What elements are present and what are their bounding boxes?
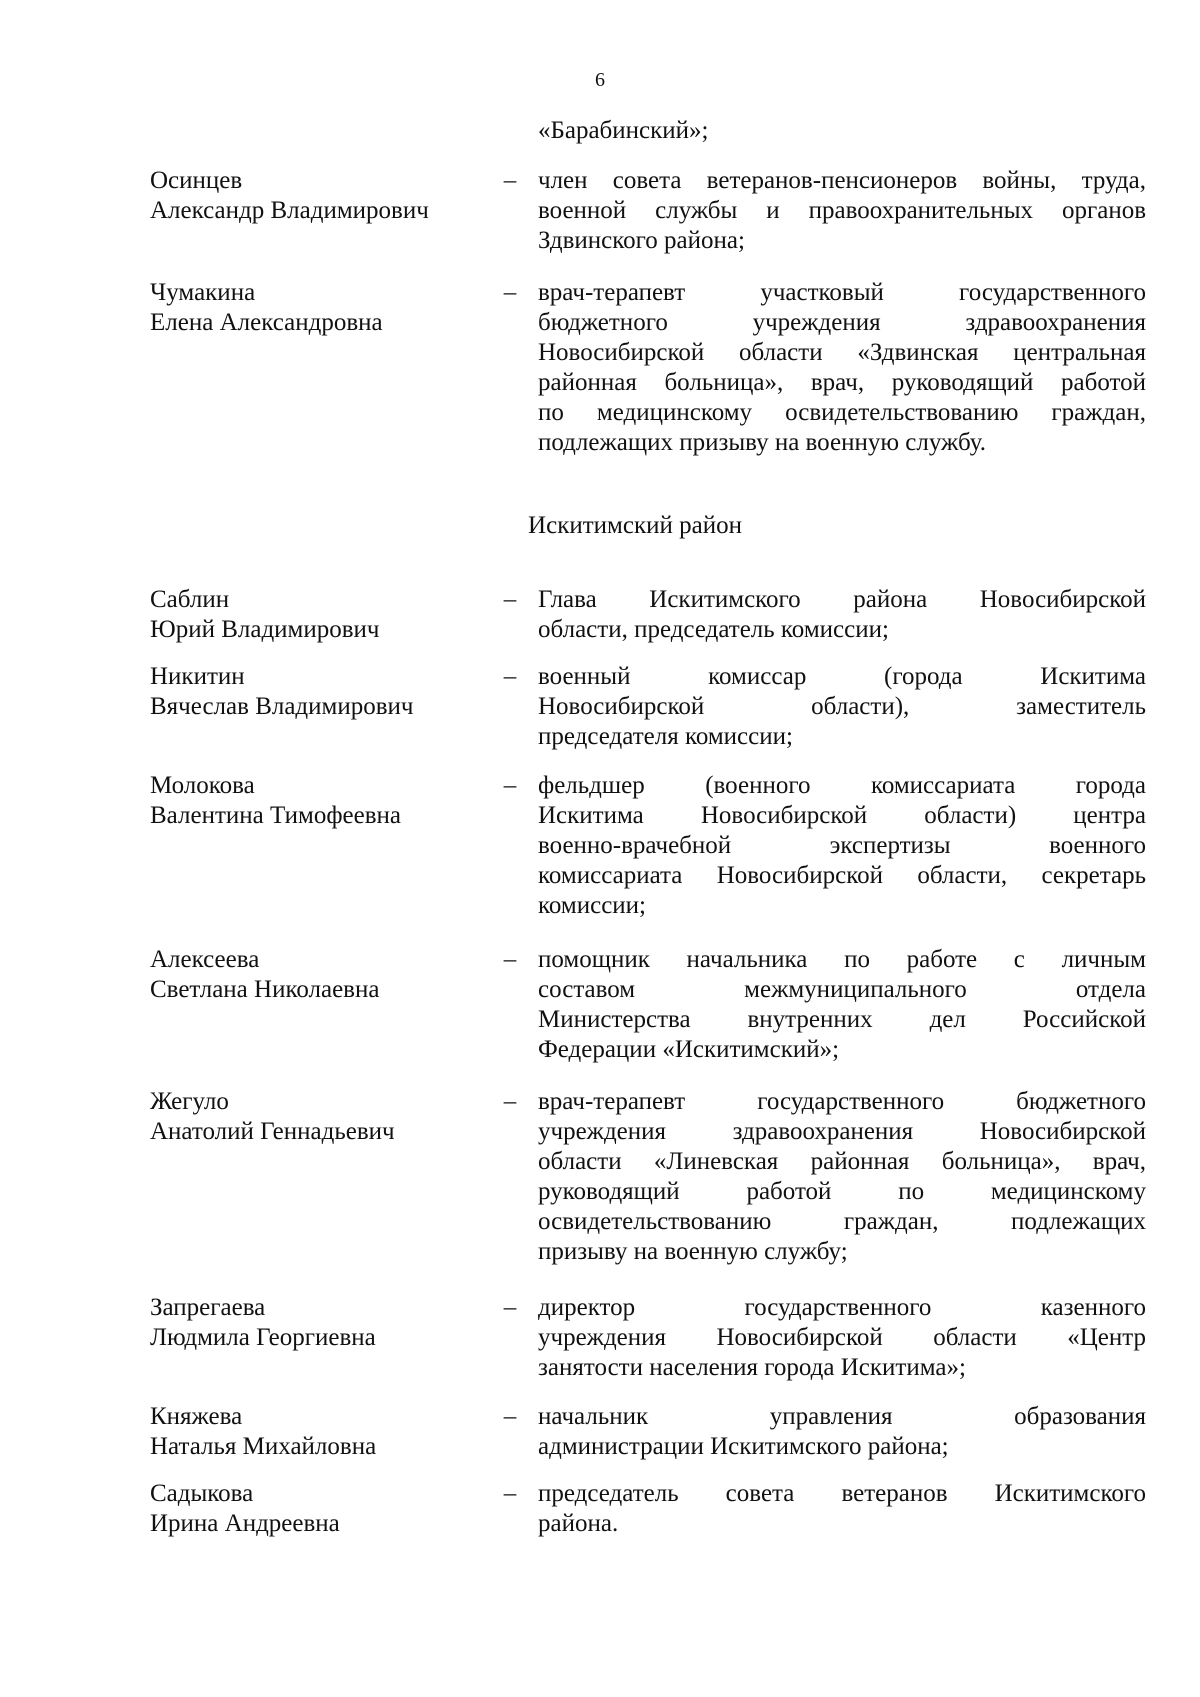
- member-surname: Никитин: [150, 663, 245, 690]
- role-line: призыву на военную службу;: [538, 1238, 848, 1265]
- member-given-name: Анатолий Геннадьевич: [150, 1118, 395, 1145]
- member-surname: Саблин: [150, 586, 230, 613]
- role-line: учреждения Новосибирской области «Центр: [538, 1324, 1146, 1351]
- page-number: 6: [595, 69, 605, 91]
- role-line: районная больница», врач, руководящий работой: [538, 369, 1146, 396]
- member-given-name: Людмила Георгиевна: [150, 1324, 376, 1351]
- member-role: [538, 166, 1146, 256]
- role-line: по медицинскому освидетельствованию граждан,: [538, 399, 1146, 426]
- dash-separator: –: [503, 586, 517, 613]
- dash-separator: –: [503, 167, 517, 194]
- role-line: освидетельствованию граждан, подлежащих: [538, 1208, 1146, 1235]
- dash-separator: –: [503, 946, 517, 973]
- role-line: помощник начальника по работе с личным: [538, 946, 1146, 973]
- member-role: [538, 278, 1146, 458]
- role-line: Искитима Новосибирской области) центра: [538, 802, 1146, 829]
- role-line: военной службы и правоохранительных органов: [538, 197, 1146, 224]
- member-name: [150, 1293, 480, 1353]
- role-line: комиссариата Новосибирской области, секретарь: [538, 862, 1146, 889]
- role-line: Новосибирской области), заместитель: [538, 693, 1146, 720]
- member-role: [538, 662, 1146, 752]
- member-role: [538, 585, 1146, 645]
- dash-separator: –: [503, 772, 517, 799]
- member-given-name: Александр Владимирович: [150, 197, 429, 224]
- section-heading: Искитимский район: [528, 512, 742, 539]
- role-line: области, председатель комиссии;: [538, 616, 889, 643]
- dash-separator: –: [503, 1480, 517, 1507]
- dash-separator: –: [503, 279, 517, 306]
- role-line: составом межмуниципального отдела: [538, 976, 1146, 1003]
- member-name: [150, 771, 480, 831]
- role-line: председателя комиссии;: [538, 723, 793, 750]
- member-name: [150, 662, 480, 722]
- member-surname: Чумакина: [150, 279, 256, 306]
- role-line: района.: [538, 1510, 619, 1537]
- member-role: [538, 1087, 1146, 1267]
- member-surname: Запрегаева: [150, 1294, 266, 1321]
- member-role: [538, 1402, 1146, 1462]
- member-given-name: Елена Александровна: [150, 309, 383, 336]
- role-line: области «Линевская районная больница», врач,: [538, 1148, 1146, 1175]
- member-role: [538, 945, 1146, 1065]
- role-line: врач-терапевт участковый государственного: [538, 279, 1146, 306]
- dash-separator: –: [503, 663, 517, 690]
- member-surname: Княжева: [150, 1403, 243, 1430]
- member-surname: Осинцев: [150, 167, 243, 194]
- member-name: [150, 585, 480, 645]
- member-surname: Алексеева: [150, 946, 260, 973]
- member-role: [538, 1479, 1146, 1539]
- member-name: [150, 1479, 480, 1539]
- member-given-name: Светлана Николаевна: [150, 976, 380, 1003]
- member-role: [538, 1293, 1146, 1383]
- member-name: [150, 1402, 480, 1462]
- role-line: учреждения здравоохранения Новосибирской: [538, 1118, 1146, 1145]
- role-line: Министерства внутренних дел Российской: [538, 1006, 1146, 1033]
- role-line: врач-терапевт государственного бюджетного: [538, 1088, 1146, 1115]
- member-name: [150, 166, 480, 226]
- role-line: начальник управления образования: [538, 1403, 1146, 1430]
- member-name: [150, 1087, 480, 1147]
- role-line: военно-врачебной экспертизы военного: [538, 832, 1146, 859]
- role-line: военный комиссар (города Искитима: [538, 663, 1146, 690]
- member-name: [150, 278, 480, 338]
- member-role: [538, 771, 1146, 921]
- role-line: администрации Искитимского района;: [538, 1433, 949, 1460]
- role-line: Федерации «Искитимский»;: [538, 1036, 840, 1063]
- member-surname: Садыкова: [150, 1480, 254, 1507]
- role-line: фельдшер (военного комиссариата города: [538, 772, 1146, 799]
- member-given-name: Валентина Тимофеевна: [150, 802, 401, 829]
- member-given-name: Вячеслав Владимирович: [150, 693, 414, 720]
- role-line: Глава Искитимского района Новосибирской: [538, 586, 1146, 613]
- role-line: занятости населения города Искитима»;: [538, 1354, 966, 1381]
- member-surname: Молокова: [150, 772, 255, 799]
- role-line: член совета ветеранов-пенсионеров войны, труда,: [538, 167, 1146, 194]
- dash-separator: –: [503, 1088, 517, 1115]
- role-line: «Барабинский»;: [538, 117, 709, 144]
- dash-separator: –: [503, 1403, 517, 1430]
- member-given-name: Ирина Андреевна: [150, 1510, 340, 1537]
- role-line: председатель совета ветеранов Искитимского: [538, 1480, 1146, 1507]
- role-line: директор государственного казенного: [538, 1294, 1146, 1321]
- member-given-name: Наталья Михайловна: [150, 1433, 377, 1460]
- role-line: Здвинского района;: [538, 227, 745, 254]
- role-line: бюджетного учреждения здравоохранения: [538, 309, 1146, 336]
- dash-separator: –: [503, 1294, 517, 1321]
- role-line: руководящий работой по медицинскому: [538, 1178, 1146, 1205]
- role-line: подлежащих призыву на военную службу.: [538, 429, 986, 456]
- member-surname: Жегуло: [150, 1088, 229, 1115]
- continuation-text: [538, 116, 1146, 146]
- member-name: [150, 945, 480, 1005]
- role-line: комиссии;: [538, 892, 646, 919]
- role-line: Новосибирской области «Здвинская центральная: [538, 339, 1146, 366]
- member-given-name: Юрий Владимирович: [150, 616, 380, 643]
